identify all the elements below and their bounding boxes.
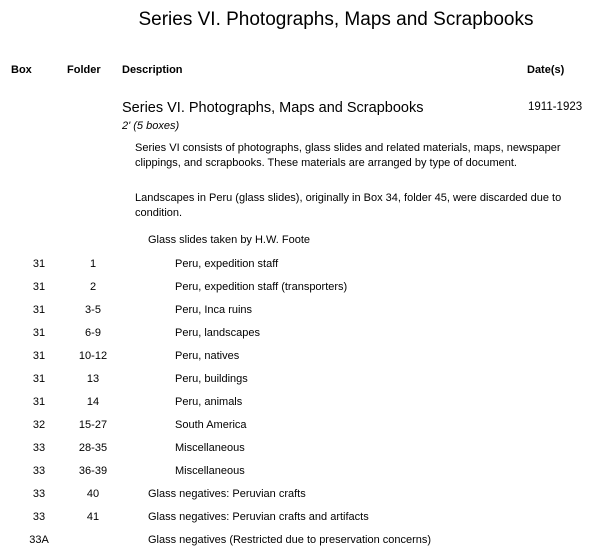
item-description: Peru, Inca ruins	[175, 304, 253, 316]
column-header-dates: Date(s)	[527, 64, 565, 76]
series-extent: 2' (5 boxes)	[122, 120, 180, 132]
item-description: Peru, expedition staff	[175, 258, 279, 270]
folder-number: 28-35	[78, 442, 108, 454]
item-description: Peru, natives	[175, 350, 240, 362]
box-number: 31	[32, 350, 46, 362]
column-header-folder: Folder	[67, 64, 101, 76]
table-row	[0, 465, 608, 488]
item-description: Miscellaneous	[175, 442, 245, 454]
folder-number: 41	[86, 511, 100, 523]
folder-number: 3-5	[85, 304, 101, 316]
box-number: 31	[32, 304, 46, 316]
box-number: 33	[32, 442, 46, 454]
folder-number: 14	[86, 396, 100, 408]
subseries-heading: Glass slides taken by H.W. Foote	[148, 234, 311, 246]
table-row	[0, 258, 608, 281]
table-row	[0, 373, 608, 396]
folder-number: 1	[89, 258, 97, 270]
table-row	[0, 442, 608, 465]
item-description: Glass negatives: Peruvian crafts	[148, 488, 306, 500]
item-description: Peru, expedition staff (transporters)	[175, 281, 348, 293]
folder-number: 40	[86, 488, 100, 500]
table-row	[0, 327, 608, 350]
item-description: Peru, animals	[175, 396, 243, 408]
table-row	[0, 350, 608, 373]
folder-number: 36-39	[78, 465, 108, 477]
series-description-paragraph: Series VI consists of photographs, glass slides and related materials, maps, newspaper clippings, and scrapbooks. These materials are arranged by type of document.	[135, 142, 561, 169]
folder-number: 13	[86, 373, 100, 385]
table-row	[0, 419, 608, 442]
box-number: 32	[32, 419, 46, 431]
item-description: Peru, buildings	[175, 373, 248, 385]
box-number: 31	[32, 396, 46, 408]
table-row	[0, 488, 608, 511]
box-number: 33A	[29, 534, 49, 546]
folder-number: 15-27	[78, 419, 108, 431]
column-header-box: Box	[11, 64, 32, 76]
folder-number: 6-9	[85, 327, 101, 339]
item-description: Glass negatives: Peruvian crafts and artifacts	[148, 511, 369, 523]
series-heading: Series VI. Photographs, Maps and Scrapbooks	[122, 100, 424, 116]
folder-number: 10-12	[78, 350, 108, 362]
series-dates: 1911-1923	[528, 101, 583, 113]
item-description: Glass negatives (Restricted due to preservation concerns)	[148, 534, 432, 546]
table-row	[0, 511, 608, 534]
series-note-paragraph: Landscapes in Peru (glass slides), originally in Box 34, folder 45, were discarded due to condition.	[135, 192, 562, 219]
folder-number: 2	[89, 281, 97, 293]
item-description: Miscellaneous	[175, 465, 245, 477]
box-number: 33	[32, 465, 46, 477]
table-row	[0, 534, 608, 557]
page-title: Series VI. Photographs, Maps and Scrapbooks	[138, 9, 534, 30]
box-number: 33	[32, 488, 46, 500]
box-number: 31	[32, 327, 46, 339]
item-description: South America	[175, 419, 247, 431]
box-number: 31	[32, 281, 46, 293]
item-description: Peru, landscapes	[175, 327, 260, 339]
table-row	[0, 304, 608, 327]
column-header-description: Description	[122, 64, 183, 76]
box-number: 33	[32, 511, 46, 523]
box-number: 31	[32, 258, 46, 270]
table-row	[0, 281, 608, 304]
table-row	[0, 396, 608, 419]
box-number: 31	[32, 373, 46, 385]
